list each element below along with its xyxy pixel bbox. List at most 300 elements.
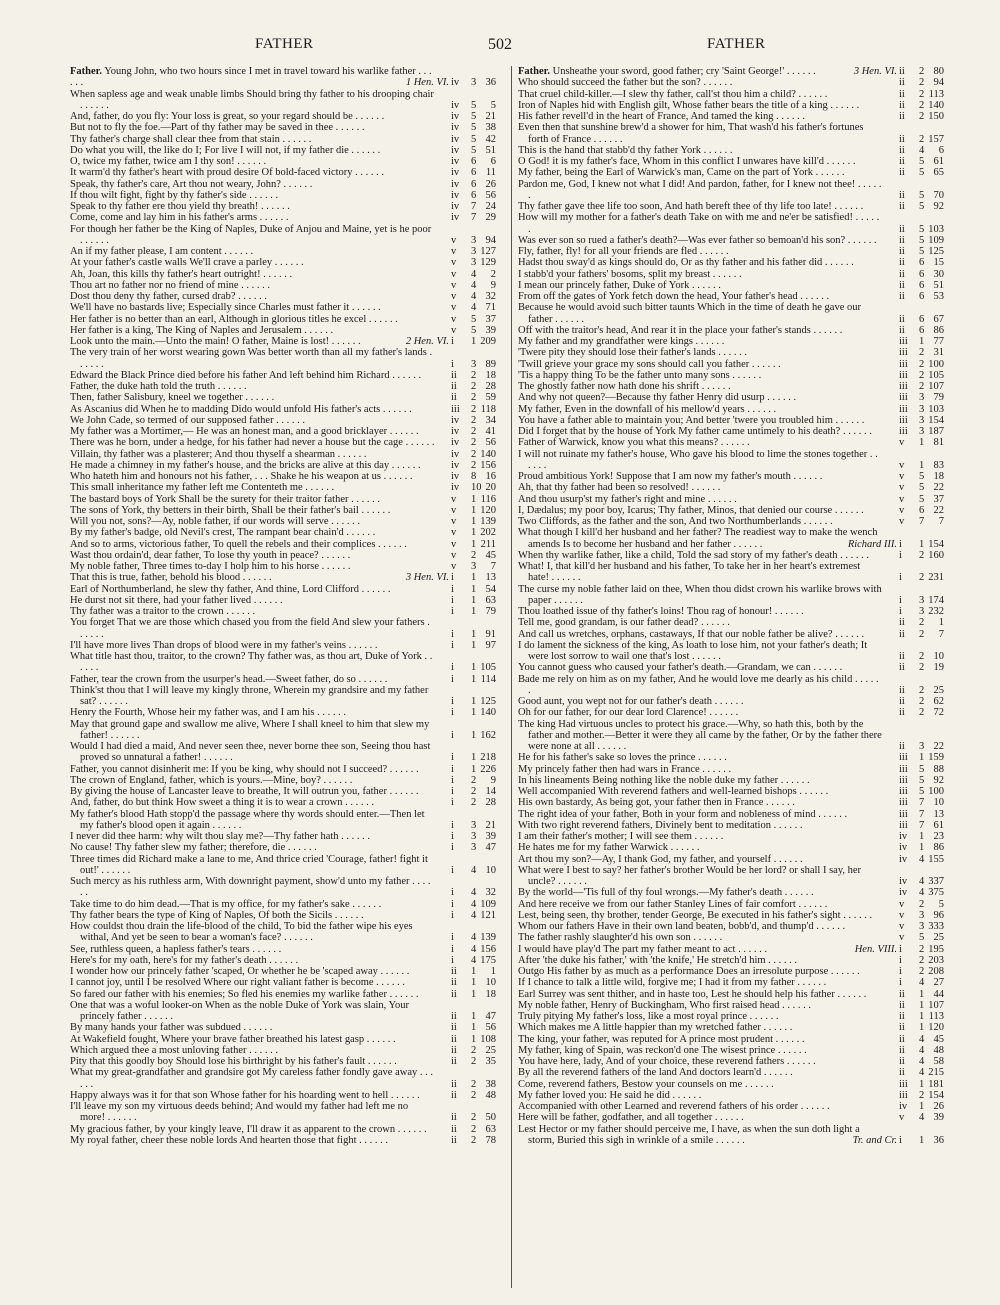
scene-number: 6 — [471, 189, 477, 201]
concordance-entry — [70, 640, 497, 651]
line-number: 42 — [485, 133, 496, 145]
concordance-entry — [70, 156, 497, 167]
act-scene-line-reference — [451, 764, 497, 775]
entry-quote: Ah, Joan, this kills thy father's heart outright! . . . . . . — [70, 268, 293, 280]
entry-quote: My gracious father, by your kingly leave, I'll draw it as apparent to the crown . . . . . . — [70, 1123, 427, 1135]
entry-quote: Speak to thy father ere thou yield thy breath! . . . . . . — [70, 201, 290, 212]
concordance-entry — [70, 1101, 497, 1124]
concordance-entry — [70, 325, 497, 336]
entry-quote: Thy father bears the type of King of Naples, Of both the Sicils . . . . . . — [70, 909, 364, 921]
act-number: i — [451, 696, 454, 707]
entry-quote: The curse my noble father laid on thee, When thou didst crown his warlike brows with paper . . . . . . — [518, 583, 882, 606]
concordance-entry — [70, 257, 497, 268]
line-number: 7 — [490, 561, 496, 572]
act-scene-line-reference — [899, 1067, 945, 1078]
scene-number: 2 — [919, 954, 925, 966]
act-number: ii — [899, 1044, 905, 1056]
concordance-entry — [70, 415, 497, 426]
concordance-entry — [70, 66, 497, 89]
act-scene-line-reference — [899, 1022, 945, 1033]
concordance-entry — [70, 561, 497, 572]
concordance-entry — [70, 212, 497, 223]
entry-quote: At Wakefield fought, Where your brave father breathed his latest gasp . . . . . . — [70, 1033, 396, 1045]
scene-number: 6 — [919, 291, 925, 302]
concordance-entry — [70, 1067, 497, 1090]
act-number: ii — [899, 1056, 905, 1067]
concordance-entry — [70, 145, 497, 156]
act-number: iii — [899, 336, 908, 347]
scene-number: 3 — [471, 819, 477, 831]
entry-quote: Tell me, good grandam, is our father dead? . . . . . . — [518, 617, 730, 629]
line-number: 45 — [485, 549, 496, 561]
scene-number: 4 — [471, 302, 477, 314]
entry-quote: Art thou my son?—Ay, I thank God, my father, and yourself . . . . . . — [518, 853, 803, 865]
concordance-entry — [518, 719, 945, 753]
concordance-entry — [518, 1067, 945, 1078]
scene-number: 5 — [471, 111, 477, 122]
scene-number: 2 — [919, 966, 925, 977]
entry-quote: Her father is no better than an earl, Although in glorious titles he excel . . . . . . — [70, 313, 398, 325]
entry-quote: Thy father's charge shall clear thee from that stain . . . . . . — [70, 133, 312, 145]
line-number: 9 — [490, 774, 496, 786]
concordance-entry — [518, 145, 945, 156]
scene-number: 2 — [471, 1123, 477, 1135]
entry-quote: Well accompanied With reverend fathers and well-learned bishops . . . . . . — [518, 786, 829, 797]
concordance-entry — [70, 1135, 497, 1146]
line-number: 13 — [485, 572, 496, 584]
entry-quote: Here's for my oath, here's for my father's death . . . . . . — [70, 954, 299, 966]
act-number: ii — [451, 988, 457, 1000]
concordance-entry — [518, 167, 945, 178]
concordance-entry — [518, 775, 945, 786]
concordance-entry — [518, 584, 945, 607]
entry-quote: Her father is a king, The King of Naples and Jerusalem . . . . . . — [70, 324, 334, 336]
concordance-entry — [70, 347, 497, 370]
scene-number: 2 — [919, 651, 925, 662]
entry-quote: Father of Warwick, know you what this means? . . . . . . — [518, 437, 750, 449]
scene-number: 4 — [471, 932, 477, 944]
scene-number: 1 — [919, 999, 925, 1011]
scene-number: 7 — [471, 201, 477, 212]
entry-quote: My father's blood Hath stopp'd the passage where thy words should enter.—Then let my father's blood open it again . . . . . . — [70, 808, 425, 831]
concordance-entry — [518, 516, 945, 527]
concordance-entry — [518, 291, 945, 302]
act-number: v — [899, 1112, 905, 1124]
scene-number: 2 — [471, 1089, 477, 1101]
entry-quote: Dost thou deny thy father, cursed drab? . . . . . . — [70, 291, 267, 302]
concordance-entry — [518, 1034, 945, 1045]
act-scene-line-reference — [899, 876, 945, 887]
act-scene-line-reference — [451, 437, 497, 448]
concordance-entry — [70, 910, 497, 921]
concordance-entry — [518, 179, 945, 202]
act-scene-line-reference — [899, 392, 945, 403]
scene-number: 4 — [919, 1067, 925, 1079]
line-number: 32 — [485, 291, 496, 302]
entry-quote: But not to fly the foe.—Part of thy father may be saved in thee . . . . . . — [70, 122, 365, 134]
line-number: 103 — [928, 403, 944, 415]
act-scene-line-reference — [899, 291, 945, 302]
scene-number: 4 — [471, 887, 477, 899]
scene-number: 3 — [919, 594, 925, 606]
entry-quote: An if my father please, I am content . . . . . . — [70, 246, 254, 257]
act-scene-line-reference — [899, 347, 945, 358]
scene-number: 2 — [919, 381, 925, 392]
line-number: 86 — [933, 324, 944, 336]
act-number: iv — [899, 887, 908, 899]
left-column — [70, 66, 497, 1146]
concordance-entry — [518, 1056, 945, 1067]
act-scene-line-reference — [451, 966, 497, 977]
act-number: v — [899, 459, 905, 471]
concordance-entry — [70, 246, 497, 257]
line-number: 92 — [933, 774, 944, 786]
act-number: v — [451, 246, 457, 257]
act-scene-line-reference — [451, 201, 497, 212]
line-number: 10 — [933, 797, 944, 809]
concordance-entry — [518, 629, 945, 640]
act-scene-line-reference — [451, 111, 497, 122]
act-scene-line-reference — [899, 336, 945, 347]
scene-number: 2 — [919, 111, 925, 122]
scene-number: 3 — [471, 842, 477, 854]
act-number: i — [451, 797, 454, 809]
act-scene-line-reference — [899, 359, 945, 370]
concordance-entry — [70, 876, 497, 899]
concordance-entry — [70, 471, 497, 482]
concordance-entry — [518, 156, 945, 167]
entry-quote: Father, tear the crown from the usurper's head.—Sweet father, do so . . . . . . — [70, 673, 388, 685]
act-number: v — [899, 471, 905, 482]
line-number: 39 — [485, 324, 496, 336]
scene-number: 1 — [471, 493, 477, 505]
line-number: 232 — [928, 606, 944, 617]
concordance-entry — [70, 764, 497, 775]
entry-quote: We'll have no bastards live; Especially since Charles must father it . . . . . . — [70, 302, 381, 314]
act-scene-line-reference — [899, 426, 945, 437]
act-scene-line-reference — [899, 944, 945, 955]
scene-number: 7 — [919, 819, 925, 831]
scene-number: 3 — [471, 234, 477, 246]
act-scene-line-reference — [899, 977, 945, 988]
act-scene-line-reference — [899, 201, 945, 212]
act-number: iv — [899, 842, 908, 854]
act-scene-line-reference — [451, 977, 497, 988]
entry-quote: At your father's castle walls We'll crave a parley . . . . . . — [70, 257, 304, 269]
concordance-entry — [518, 302, 945, 325]
scene-number: 4 — [471, 898, 477, 910]
entry-quote: One that was a woful looker-on When as the noble Duke of York was slain, Your princely father . . . . . . — [70, 999, 410, 1022]
act-number: v — [899, 921, 905, 932]
act-scene-line-reference — [899, 899, 945, 910]
concordance-entry — [518, 527, 945, 550]
scene-number: 4 — [919, 887, 925, 899]
line-number: 59 — [485, 392, 496, 404]
scene-number: 2 — [919, 77, 925, 89]
line-number: 27 — [933, 977, 944, 989]
line-number: 20 — [485, 482, 496, 494]
concordance-entry — [518, 842, 945, 853]
act-number: ii — [899, 223, 905, 235]
act-scene-line-reference — [899, 167, 945, 178]
act-scene-line-reference — [899, 539, 945, 550]
act-number: ii — [899, 77, 905, 89]
line-number: 50 — [485, 1112, 496, 1124]
act-number: v — [451, 257, 457, 269]
scene-number: 2 — [919, 347, 925, 359]
line-number: 83 — [933, 459, 944, 471]
line-number: 96 — [933, 909, 944, 921]
act-number: ii — [451, 1011, 457, 1022]
scene-number: 5 — [919, 246, 925, 257]
line-number: 18 — [485, 988, 496, 1000]
concordance-entry — [70, 1045, 497, 1056]
concordance-entry — [518, 921, 945, 932]
scene-number: 3 — [471, 77, 477, 89]
concordance-entry — [70, 460, 497, 471]
act-number: v — [451, 516, 457, 527]
concordance-entry — [70, 437, 497, 448]
scene-number: 4 — [471, 279, 477, 291]
act-number: iv — [451, 471, 460, 482]
concordance-entry — [518, 707, 945, 718]
act-scene-line-reference — [451, 561, 497, 572]
entry-quote: Thy father gave thee life too soon, And hath bereft thee of thy life too late! . . . . . . — [518, 201, 864, 212]
entry-quote: Which argued thee a most unloving father . . . . . . — [70, 1044, 279, 1056]
act-number: iii — [451, 403, 460, 415]
entry-quote: The king Had virtuous uncles to protect his grace.—Why, so hath this, both by the father and mother.—Better it were they all came by the father, Or by the father there were none at all . . . . . . — [518, 718, 882, 752]
line-number: 22 — [933, 741, 944, 752]
entry-quote: Speak, thy father's care, Art thou not weary, John? . . . . . . — [70, 178, 313, 190]
scene-number: 4 — [471, 268, 477, 280]
scene-number: 1 — [471, 673, 477, 685]
entry-quote: I'll leave my son my virtuous deeds behind; And would my father had left me no more! . . . . . . — [70, 1101, 409, 1124]
concordance-entry — [70, 606, 497, 617]
act-number: iv — [451, 77, 460, 89]
page-header — [0, 36, 1000, 58]
line-number: 107 — [928, 381, 944, 392]
line-number: 15 — [933, 257, 944, 269]
concordance-entry — [70, 1090, 497, 1101]
line-number: 160 — [928, 549, 944, 561]
act-scene-line-reference — [451, 302, 497, 313]
act-scene-line-reference — [899, 662, 945, 673]
entry-quote: That cruel child-killer.—I slew thy father, call'st thou him a child? . . . . . . — [518, 88, 828, 100]
entry-quote: I will not ruinate my father's house, Who gave his blood to lime the stones together . . . . . . — [518, 448, 878, 471]
entry-quote: What my great-grandfather and grandsire got My careless father fondly gave away . . . . . . — [70, 1067, 433, 1090]
act-number: iii — [899, 381, 908, 392]
line-number: 86 — [933, 842, 944, 854]
concordance-entry — [70, 955, 497, 966]
entry-quote: Thy father was a traitor to the crown . . . . . . — [70, 606, 256, 617]
scene-number: 2 — [919, 549, 925, 561]
scene-number: 6 — [471, 156, 477, 167]
scene-number: 4 — [919, 144, 925, 156]
entry-quote: You have here, lady, And of your choice, these reverend fathers . . . . . . — [518, 1056, 816, 1067]
act-scene-line-reference — [899, 111, 945, 122]
scene-number: 2 — [919, 662, 925, 674]
line-number: 125 — [928, 246, 944, 257]
line-number: 6 — [938, 144, 944, 156]
scene-number: 5 — [919, 471, 925, 482]
entry-quote: Henry the Fourth, Whose heir my father was, and I am his . . . . . . — [70, 707, 346, 719]
entry-quote: The ghostly father now hath done his shrift . . . . . . — [518, 381, 731, 392]
line-number: 37 — [485, 313, 496, 325]
concordance-entry — [70, 809, 497, 832]
concordance-entry — [518, 932, 945, 943]
scene-number: 6 — [919, 257, 925, 269]
scene-number: 3 — [919, 403, 925, 415]
act-scene-line-reference — [899, 550, 945, 561]
act-scene-line-reference — [451, 887, 497, 898]
entry-quote: Thou loathed issue of thy father's loins! Thou rag of honour! . . . . . . — [518, 606, 804, 617]
scene-number: 6 — [471, 178, 477, 190]
act-scene-line-reference — [451, 1135, 497, 1146]
scene-number: 2 — [919, 684, 925, 696]
act-number: iii — [899, 797, 908, 809]
act-scene-line-reference — [451, 539, 497, 550]
entry-quote: And here receive we from our father Stanley Lines of fair comfort . . . . . . — [518, 898, 828, 910]
act-number: ii — [899, 156, 905, 167]
concordance-entry — [70, 392, 497, 403]
entry-quote: So fared our father with his enemies; So fled his enemies my warlike father . . . . . . — [70, 988, 419, 1000]
entry-quote: 'Twere pity they should lose their father's lands . . . . . . — [518, 347, 748, 359]
concordance-entry — [518, 269, 945, 280]
scene-number: 6 — [471, 167, 477, 179]
entry-quote: Accompanied with other Learned and reverend fathers of his order . . . . . . — [518, 1101, 830, 1112]
act-number: ii — [899, 257, 905, 269]
scene-number: 3 — [471, 257, 477, 269]
act-number: iv — [451, 111, 460, 122]
act-number: i — [451, 594, 454, 606]
scene-number: 3 — [919, 606, 925, 617]
act-scene-line-reference — [451, 662, 497, 673]
concordance-entry — [518, 955, 945, 966]
entry-quote: Truly pitying My father's loss, like a most royal prince . . . . . . — [518, 1011, 779, 1022]
act-scene-line-reference — [899, 1079, 945, 1090]
scene-number: 2 — [471, 786, 477, 797]
scene-number: 2 — [919, 943, 925, 955]
entry-quote: Do what you will, the like do I; For live I will not, if my father die . . . . . . — [70, 144, 381, 156]
entry-quote: And call us wretches, orphans, castaways, If that our noble father be alive? . . . . . . — [518, 628, 865, 640]
act-scene-line-reference — [899, 1045, 945, 1056]
entry-quote: You cannot guess who caused your father's death.—Grandam, we can . . . . . . — [518, 662, 843, 674]
line-number: 337 — [928, 876, 944, 887]
entry-quote: You forget That we are those which chased you from the field And slew your fathers . . . . . . — [70, 617, 430, 640]
act-scene-line-reference — [451, 1124, 497, 1135]
scene-number: 1 — [919, 752, 925, 764]
act-number: iv — [451, 133, 460, 145]
concordance-entry — [518, 494, 945, 505]
act-scene-line-reference — [899, 707, 945, 718]
act-number: v — [899, 504, 905, 516]
act-number: v — [451, 527, 457, 539]
scene-number: 5 — [919, 932, 925, 944]
concordance-entry — [518, 966, 945, 977]
entry-quote: Three times did Richard make a lane to me, And thrice cried 'Courage, father! fight it out!' . . . . . . — [70, 853, 428, 876]
act-number: i — [451, 932, 454, 944]
act-scene-line-reference — [451, 77, 497, 88]
scene-number: 2 — [471, 414, 477, 426]
scene-number: 1 — [471, 527, 477, 539]
act-number: iv — [451, 178, 460, 190]
entry-quote: Proud ambitious York! Suppose that I am now my father's mouth . . . . . . — [518, 471, 823, 482]
entry-quote: Outgo His father by as much as a performance Does an irresolute purpose . . . . . . — [518, 966, 860, 977]
act-scene-line-reference — [899, 156, 945, 167]
act-scene-line-reference — [451, 179, 497, 190]
act-number: ii — [899, 999, 905, 1011]
concordance-entry — [70, 651, 497, 674]
line-number: 22 — [933, 504, 944, 516]
act-scene-line-reference — [451, 696, 497, 707]
entry-quote: He hates me for my father Warwick . . . . . . — [518, 842, 700, 854]
concordance-entry — [70, 572, 497, 583]
entry-quote: Happy always was it for that son Whose father for his hoarding went to hell . . . . . . — [70, 1089, 420, 1101]
act-scene-line-reference — [899, 471, 945, 482]
entry-quote: When thy warlike father, like a child, Told the sad story of my father's death . . . . . . — [518, 549, 870, 561]
entry-quote: If I chance to talk a little wild, forgive me; I had it from my father . . . . . . — [518, 977, 827, 989]
act-number: ii — [899, 628, 905, 640]
act-number: ii — [451, 1134, 457, 1146]
entry-quote: Two Cliffords, as the father and the son, And two Northumberlands . . . . . . — [518, 516, 833, 527]
entry-quote: In his lineaments Being nothing like the noble duke my father . . . . . . — [518, 774, 810, 786]
act-number: iv — [899, 876, 908, 887]
entry-quote: And thou usurp'st my father's right and mine . . . . . . — [518, 493, 737, 505]
column-divider — [511, 66, 512, 1288]
entry-quote: May that ground gape and swallow me alive, Where I shall kneel to him that slew my father! . . . . . . — [70, 718, 430, 741]
act-number: iii — [899, 369, 908, 381]
running-head-left: FATHER — [255, 36, 314, 52]
act-number: ii — [451, 1022, 457, 1034]
line-number: 120 — [928, 1022, 944, 1034]
act-scene-line-reference — [451, 606, 497, 617]
play-title: 2 Hen. VI. — [405, 336, 449, 347]
act-number: ii — [451, 392, 457, 404]
concordance-entry — [518, 404, 945, 415]
act-scene-line-reference — [899, 145, 945, 156]
act-number: i — [899, 606, 902, 617]
act-number: v — [899, 437, 905, 449]
line-number: 187 — [928, 426, 944, 437]
line-number: 121 — [480, 909, 496, 921]
act-number: iv — [451, 167, 460, 179]
line-number: 19 — [933, 662, 944, 674]
scene-number: 3 — [919, 392, 925, 404]
line-number: 150 — [928, 111, 944, 122]
concordance-entry — [70, 831, 497, 842]
act-scene-line-reference — [899, 482, 945, 493]
line-number: 181 — [928, 1078, 944, 1090]
act-number: i — [451, 358, 454, 370]
entry-quote: By my father's badge, old Nevil's crest, The rampant bear chain'd . . . . . . — [70, 527, 376, 539]
act-number: ii — [899, 313, 905, 325]
concordance-entry — [70, 797, 497, 808]
act-number: i — [451, 606, 454, 617]
concordance-entry — [518, 381, 945, 392]
entry-quote: Come, reverend fathers, Bestow your counsels on me . . . . . . — [518, 1078, 774, 1090]
act-scene-line-reference — [451, 516, 497, 527]
concordance-entry — [518, 1079, 945, 1090]
concordance-entry — [518, 280, 945, 291]
act-scene-line-reference — [899, 932, 945, 943]
entry-quote: Take time to do him dead.—That is my office, for my father's sake . . . . . . — [70, 898, 382, 910]
line-number: 61 — [933, 156, 944, 167]
act-number: ii — [899, 189, 905, 201]
scene-number: 1 — [471, 1033, 477, 1045]
scene-number: 1 — [471, 606, 477, 617]
line-number: 56 — [485, 437, 496, 449]
concordance-entry — [70, 291, 497, 302]
